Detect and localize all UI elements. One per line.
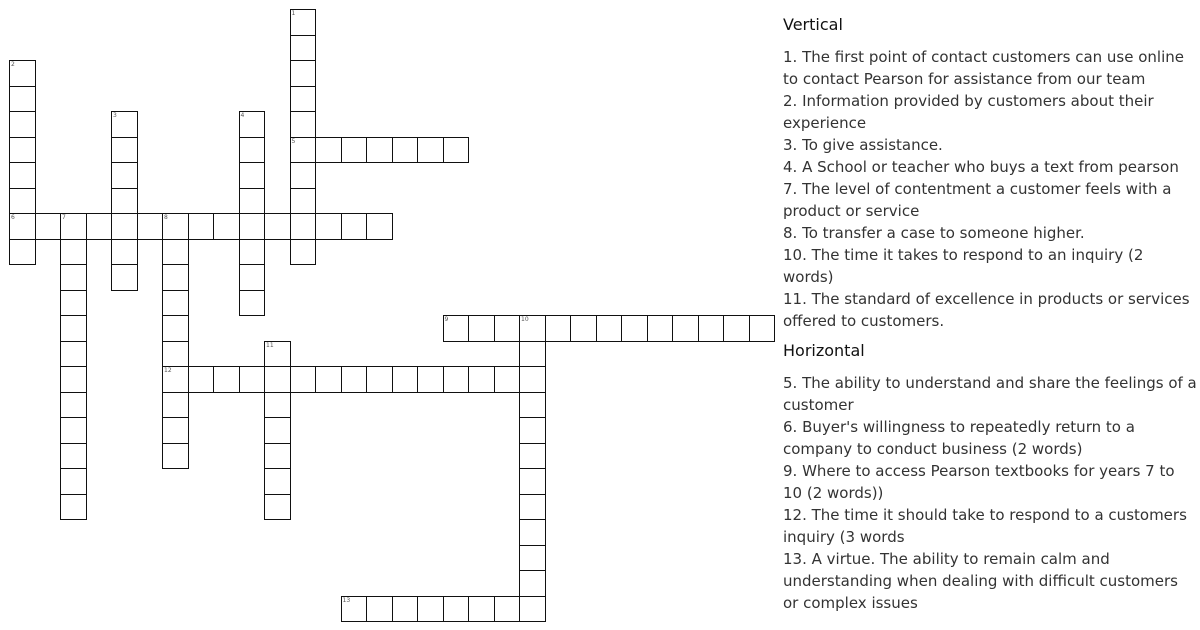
cell-input[interactable] — [291, 163, 316, 188]
crossword-cell — [111, 239, 138, 266]
crossword-cell — [162, 264, 189, 291]
cell-input[interactable] — [112, 112, 137, 137]
cell-input[interactable] — [214, 367, 239, 392]
crossword-cell — [111, 188, 138, 215]
crossword-cell — [366, 137, 393, 164]
crossword-cell — [417, 366, 444, 393]
crossword-cell — [341, 366, 368, 393]
crossword-cell — [9, 137, 36, 164]
crossword-cell — [162, 239, 189, 266]
crossword-cell — [315, 366, 342, 393]
crossword-cell — [519, 341, 546, 368]
cell-input[interactable] — [393, 597, 418, 622]
crossword-cell — [621, 315, 648, 342]
cell-input[interactable] — [112, 240, 137, 265]
cell-input[interactable] — [163, 291, 188, 316]
cell-input[interactable] — [342, 214, 367, 239]
cell-input[interactable] — [724, 316, 749, 341]
crossword-cell — [723, 315, 750, 342]
clue-horizontal: 6. Buyer's willingness to repeatedly return to a company to conduct business (2 words) — [783, 418, 1135, 458]
crossword-cell — [60, 417, 87, 444]
cell-input[interactable] — [418, 138, 443, 163]
cell-input[interactable] — [444, 138, 469, 163]
cell-input[interactable] — [418, 597, 443, 622]
cell-input[interactable] — [495, 597, 520, 622]
clue-horizontal: 9. Where to access Pearson textbooks for years 7 to 10 (2 words)) — [783, 462, 1175, 502]
cell-input[interactable] — [10, 240, 35, 265]
cell-input[interactable] — [61, 214, 86, 239]
cell-input[interactable] — [291, 36, 316, 61]
cell-input[interactable] — [444, 316, 469, 341]
crossword-cell — [290, 111, 317, 138]
cell-input[interactable] — [342, 597, 367, 622]
crossword-cell — [239, 213, 266, 240]
cell-input[interactable] — [163, 418, 188, 443]
clue-vertical: 8. To transfer a case to someone higher. — [783, 224, 1085, 242]
cell-input[interactable] — [61, 342, 86, 367]
crossword-cell — [519, 392, 546, 419]
crossword-cell — [290, 35, 317, 62]
cell-input[interactable] — [240, 163, 265, 188]
cell-input[interactable] — [240, 367, 265, 392]
crossword-cell — [341, 596, 368, 623]
cell-input[interactable] — [367, 214, 392, 239]
crossword-cell — [9, 60, 36, 87]
cell-input[interactable] — [240, 214, 265, 239]
crossword-cell — [137, 213, 164, 240]
clue-number: 4 — [240, 112, 245, 119]
cell-input[interactable] — [520, 316, 545, 341]
crossword-cell — [519, 366, 546, 393]
crossword-cell — [264, 468, 291, 495]
crossword-cell — [443, 315, 470, 342]
crossword-cell — [468, 366, 495, 393]
crossword-cell — [239, 366, 266, 393]
crossword-cell — [519, 315, 546, 342]
clue-vertical: 2. Information provided by customers about their experience — [783, 92, 1154, 132]
crossword-cell — [494, 315, 521, 342]
cell-input[interactable] — [112, 189, 137, 214]
crossword-cell — [290, 213, 317, 240]
horizontal-clue-list — [783, 372, 1198, 614]
clue-number: 13 — [342, 596, 351, 604]
crossword-cell — [213, 366, 240, 393]
crossword-cell — [111, 137, 138, 164]
crossword-cell — [264, 213, 291, 240]
cell-input[interactable] — [265, 444, 290, 469]
crossword-cell — [60, 494, 87, 521]
clue-number: 8 — [164, 214, 168, 221]
cell-input[interactable] — [367, 597, 392, 622]
crossword-cell — [264, 443, 291, 470]
cell-input[interactable] — [546, 316, 571, 341]
cell-input[interactable] — [469, 367, 494, 392]
clue-number: 6 — [11, 214, 15, 221]
clue-number: 7 — [62, 214, 66, 221]
cell-input[interactable] — [469, 316, 494, 341]
cell-input[interactable] — [495, 367, 520, 392]
crossword-cell — [60, 468, 87, 495]
cell-input[interactable] — [10, 87, 35, 112]
cell-input[interactable] — [112, 265, 137, 290]
crossword-cell — [519, 494, 546, 521]
cell-input[interactable] — [163, 316, 188, 341]
cell-input[interactable] — [163, 240, 188, 265]
cell-input[interactable] — [316, 367, 341, 392]
crossword-cell — [162, 341, 189, 368]
crossword-cell — [290, 86, 317, 113]
cell-input[interactable] — [291, 61, 316, 86]
crossword-cell — [60, 290, 87, 317]
crossword-cell — [468, 315, 495, 342]
cell-input[interactable] — [240, 240, 265, 265]
crossword-cell — [290, 366, 317, 393]
crossword-cell — [60, 443, 87, 470]
crossword-cell — [315, 213, 342, 240]
cell-input[interactable] — [520, 444, 545, 469]
crossword-cell — [519, 545, 546, 572]
crossword-cell — [290, 188, 317, 215]
crossword-cell — [290, 60, 317, 87]
crossword-cell — [494, 366, 521, 393]
cell-input[interactable] — [291, 214, 316, 239]
cell-input[interactable] — [495, 316, 520, 341]
crossword-cell — [162, 417, 189, 444]
crossword-cell — [60, 315, 87, 342]
cell-input[interactable] — [418, 367, 443, 392]
cell-input[interactable] — [36, 214, 61, 239]
cell-input[interactable] — [163, 367, 188, 392]
crossword-cell — [290, 239, 317, 266]
cell-input[interactable] — [367, 138, 392, 163]
cell-input[interactable] — [112, 163, 137, 188]
cell-input[interactable] — [61, 393, 86, 418]
crossword-cell — [392, 366, 419, 393]
crossword-cell — [417, 137, 444, 164]
cell-input[interactable] — [163, 342, 188, 367]
cell-input[interactable] — [61, 495, 86, 520]
cell-input[interactable] — [189, 367, 214, 392]
cell-input[interactable] — [240, 189, 265, 214]
clue-number: 12 — [164, 367, 172, 374]
crossword-cell — [162, 213, 189, 240]
cell-input[interactable] — [189, 214, 214, 239]
cell-input[interactable] — [240, 112, 265, 137]
crossword-cell — [213, 213, 240, 240]
crossword-cell — [749, 315, 776, 342]
crossword-cell — [60, 392, 87, 419]
clue-horizontal: 13. A virtue. The ability to remain calm and understanding when dealing with difficult customers or complex issues — [783, 550, 1178, 612]
crossword-cell — [468, 596, 495, 623]
cell-input[interactable] — [61, 444, 86, 469]
cell-input[interactable] — [520, 571, 545, 596]
crossword-cell — [443, 366, 470, 393]
cell-input[interactable] — [520, 495, 545, 520]
cell-input[interactable] — [520, 469, 545, 494]
cell-input[interactable] — [61, 316, 86, 341]
cell-input[interactable] — [163, 214, 188, 239]
crossword-cell — [264, 494, 291, 521]
clue-vertical: 3. To give assistance. — [783, 136, 943, 154]
crossword-cell — [366, 366, 393, 393]
cell-input[interactable] — [750, 316, 775, 341]
crossword-cell — [519, 443, 546, 470]
crossword-cell — [239, 137, 266, 164]
cell-input[interactable] — [648, 316, 673, 341]
crossword-cell — [9, 162, 36, 189]
crossword-cell — [264, 417, 291, 444]
clue-number: 2 — [11, 61, 15, 68]
crossword-cell — [60, 366, 87, 393]
crossword-cell — [494, 596, 521, 623]
cell-input[interactable] — [520, 520, 545, 545]
crossword-cell — [341, 137, 368, 164]
cell-input[interactable] — [87, 214, 112, 239]
cell-input[interactable] — [163, 444, 188, 469]
crossword-cell — [162, 443, 189, 470]
crossword-cell — [162, 290, 189, 317]
crossword-cell — [188, 366, 215, 393]
clue-horizontal: 5. The ability to understand and share the feelings of a customer — [783, 374, 1197, 414]
clue-vertical: 4. A School or teacher who buys a text from pearson — [783, 158, 1179, 176]
crossword-cell — [392, 137, 419, 164]
crossword-cell — [9, 188, 36, 215]
cell-input[interactable] — [291, 138, 316, 163]
clue-vertical: 7. The level of contentment a customer feels with a product or service — [783, 180, 1172, 220]
crossword-cell — [239, 239, 266, 266]
cell-input[interactable] — [10, 189, 35, 214]
crossword-cell — [111, 111, 138, 138]
cell-input[interactable] — [316, 214, 341, 239]
crossword-cell — [60, 341, 87, 368]
cell-input[interactable] — [61, 469, 86, 494]
crossword-cell — [9, 86, 36, 113]
cell-input[interactable] — [163, 265, 188, 290]
cell-input[interactable] — [112, 214, 137, 239]
clue-vertical: 11. The standard of excellence in products or services offered to customers. — [783, 290, 1190, 330]
crossword-cell — [239, 188, 266, 215]
cell-input[interactable] — [393, 138, 418, 163]
crossword-cell — [264, 366, 291, 393]
horizontal-heading: Horizontal — [783, 341, 865, 360]
crossword-cell — [647, 315, 674, 342]
cell-input[interactable] — [520, 367, 545, 392]
cell-input[interactable] — [622, 316, 647, 341]
cell-input[interactable] — [112, 138, 137, 163]
clue-panel — [783, 14, 1198, 614]
cell-input[interactable] — [367, 367, 392, 392]
crossword-cell — [162, 366, 189, 393]
crossword-cell — [86, 213, 113, 240]
cell-input[interactable] — [265, 393, 290, 418]
clue-number: 9 — [444, 316, 449, 323]
cell-input[interactable] — [61, 367, 86, 392]
crossword-cell — [60, 213, 87, 240]
cell-input[interactable] — [291, 189, 316, 214]
crossword-cell — [239, 290, 266, 317]
cell-input[interactable] — [265, 418, 290, 443]
clue-horizontal: 12. The time it should take to respond to a customers inquiry (3 words — [783, 506, 1187, 546]
cell-input[interactable] — [571, 316, 596, 341]
clue-number: 5 — [291, 137, 296, 145]
clue-number: 3 — [113, 112, 117, 119]
cell-input[interactable] — [265, 469, 290, 494]
cell-input[interactable] — [138, 214, 163, 239]
crossword-cell — [264, 392, 291, 419]
cell-input[interactable] — [10, 112, 35, 137]
vertical-clue-list — [783, 46, 1198, 332]
crossword-cell — [392, 596, 419, 623]
cell-input[interactable] — [316, 138, 341, 163]
crossword-cell — [443, 596, 470, 623]
cell-input[interactable] — [469, 597, 494, 622]
cell-input[interactable] — [291, 240, 316, 265]
clue-vertical: 1. The first point of contact customers can use online to contact Pearson for assistance from our team — [783, 48, 1184, 88]
crossword-cell — [9, 111, 36, 138]
clue-number: 1 — [291, 10, 296, 17]
cell-input[interactable] — [61, 265, 86, 290]
crossword-cell — [239, 162, 266, 189]
cell-input[interactable] — [240, 138, 265, 163]
crossword-cell — [545, 315, 572, 342]
cell-input[interactable] — [444, 367, 469, 392]
crossword-cell — [519, 570, 546, 597]
cell-input[interactable] — [342, 367, 367, 392]
cell-input[interactable] — [10, 61, 35, 86]
crossword-cell — [570, 315, 597, 342]
crossword-cell — [239, 264, 266, 291]
crossword-cell — [264, 341, 291, 368]
cell-input[interactable] — [265, 214, 290, 239]
cell-input[interactable] — [699, 316, 724, 341]
crossword-cell — [519, 596, 546, 623]
crossword-cell — [315, 137, 342, 164]
crossword-cell — [9, 239, 36, 266]
cell-input[interactable] — [61, 240, 86, 265]
clue-number: 11 — [266, 341, 274, 349]
cell-input[interactable] — [291, 10, 316, 35]
vertical-heading: Vertical — [783, 15, 843, 34]
cell-input[interactable] — [597, 316, 622, 341]
cell-input[interactable] — [61, 418, 86, 443]
crossword-cell — [341, 213, 368, 240]
cell-input[interactable] — [520, 597, 545, 622]
crossword-cell — [111, 162, 138, 189]
crossword-cell — [698, 315, 725, 342]
cell-input[interactable] — [291, 87, 316, 112]
cell-input[interactable] — [10, 138, 35, 163]
crossword-cell — [9, 213, 36, 240]
crossword-cell — [60, 239, 87, 266]
cell-input[interactable] — [520, 418, 545, 443]
cell-input[interactable] — [291, 112, 316, 137]
cell-input[interactable] — [520, 342, 545, 367]
cell-input[interactable] — [10, 214, 35, 239]
clue-vertical: 10. The time it takes to respond to an inquiry (2 words) — [783, 246, 1144, 286]
cell-input[interactable] — [240, 291, 265, 316]
crossword-cell — [519, 468, 546, 495]
crossword-cell — [366, 596, 393, 623]
crossword-cell — [290, 137, 317, 164]
crossword-cell — [366, 213, 393, 240]
cell-input[interactable] — [342, 138, 367, 163]
crossword-cell — [60, 264, 87, 291]
cell-input[interactable] — [673, 316, 698, 341]
crossword-cell — [443, 137, 470, 164]
cell-input[interactable] — [214, 214, 239, 239]
cell-input[interactable] — [444, 597, 469, 622]
crossword-cell — [111, 264, 138, 291]
crossword-cell — [596, 315, 623, 342]
crossword-cell — [188, 213, 215, 240]
cell-input[interactable] — [61, 291, 86, 316]
cell-input[interactable] — [520, 393, 545, 418]
crossword-cell — [290, 9, 317, 36]
cell-input[interactable] — [240, 265, 265, 290]
cell-input[interactable] — [393, 367, 418, 392]
crossword-cell — [162, 315, 189, 342]
cell-input[interactable] — [520, 546, 545, 571]
crossword-cell — [290, 162, 317, 189]
crossword-cell — [519, 519, 546, 546]
crossword-cell — [35, 213, 62, 240]
clue-number: 10 — [521, 316, 529, 323]
crossword-cell — [672, 315, 699, 342]
cell-input[interactable] — [265, 342, 290, 367]
cell-input[interactable] — [291, 367, 316, 392]
crossword-cell — [111, 213, 138, 240]
cell-input[interactable] — [265, 495, 290, 520]
cell-input[interactable] — [163, 393, 188, 418]
crossword-cell — [417, 596, 444, 623]
crossword-cell — [162, 392, 189, 419]
cell-input[interactable] — [10, 163, 35, 188]
cell-input[interactable] — [265, 367, 290, 392]
crossword-cell — [519, 417, 546, 444]
crossword-cell — [239, 111, 266, 138]
